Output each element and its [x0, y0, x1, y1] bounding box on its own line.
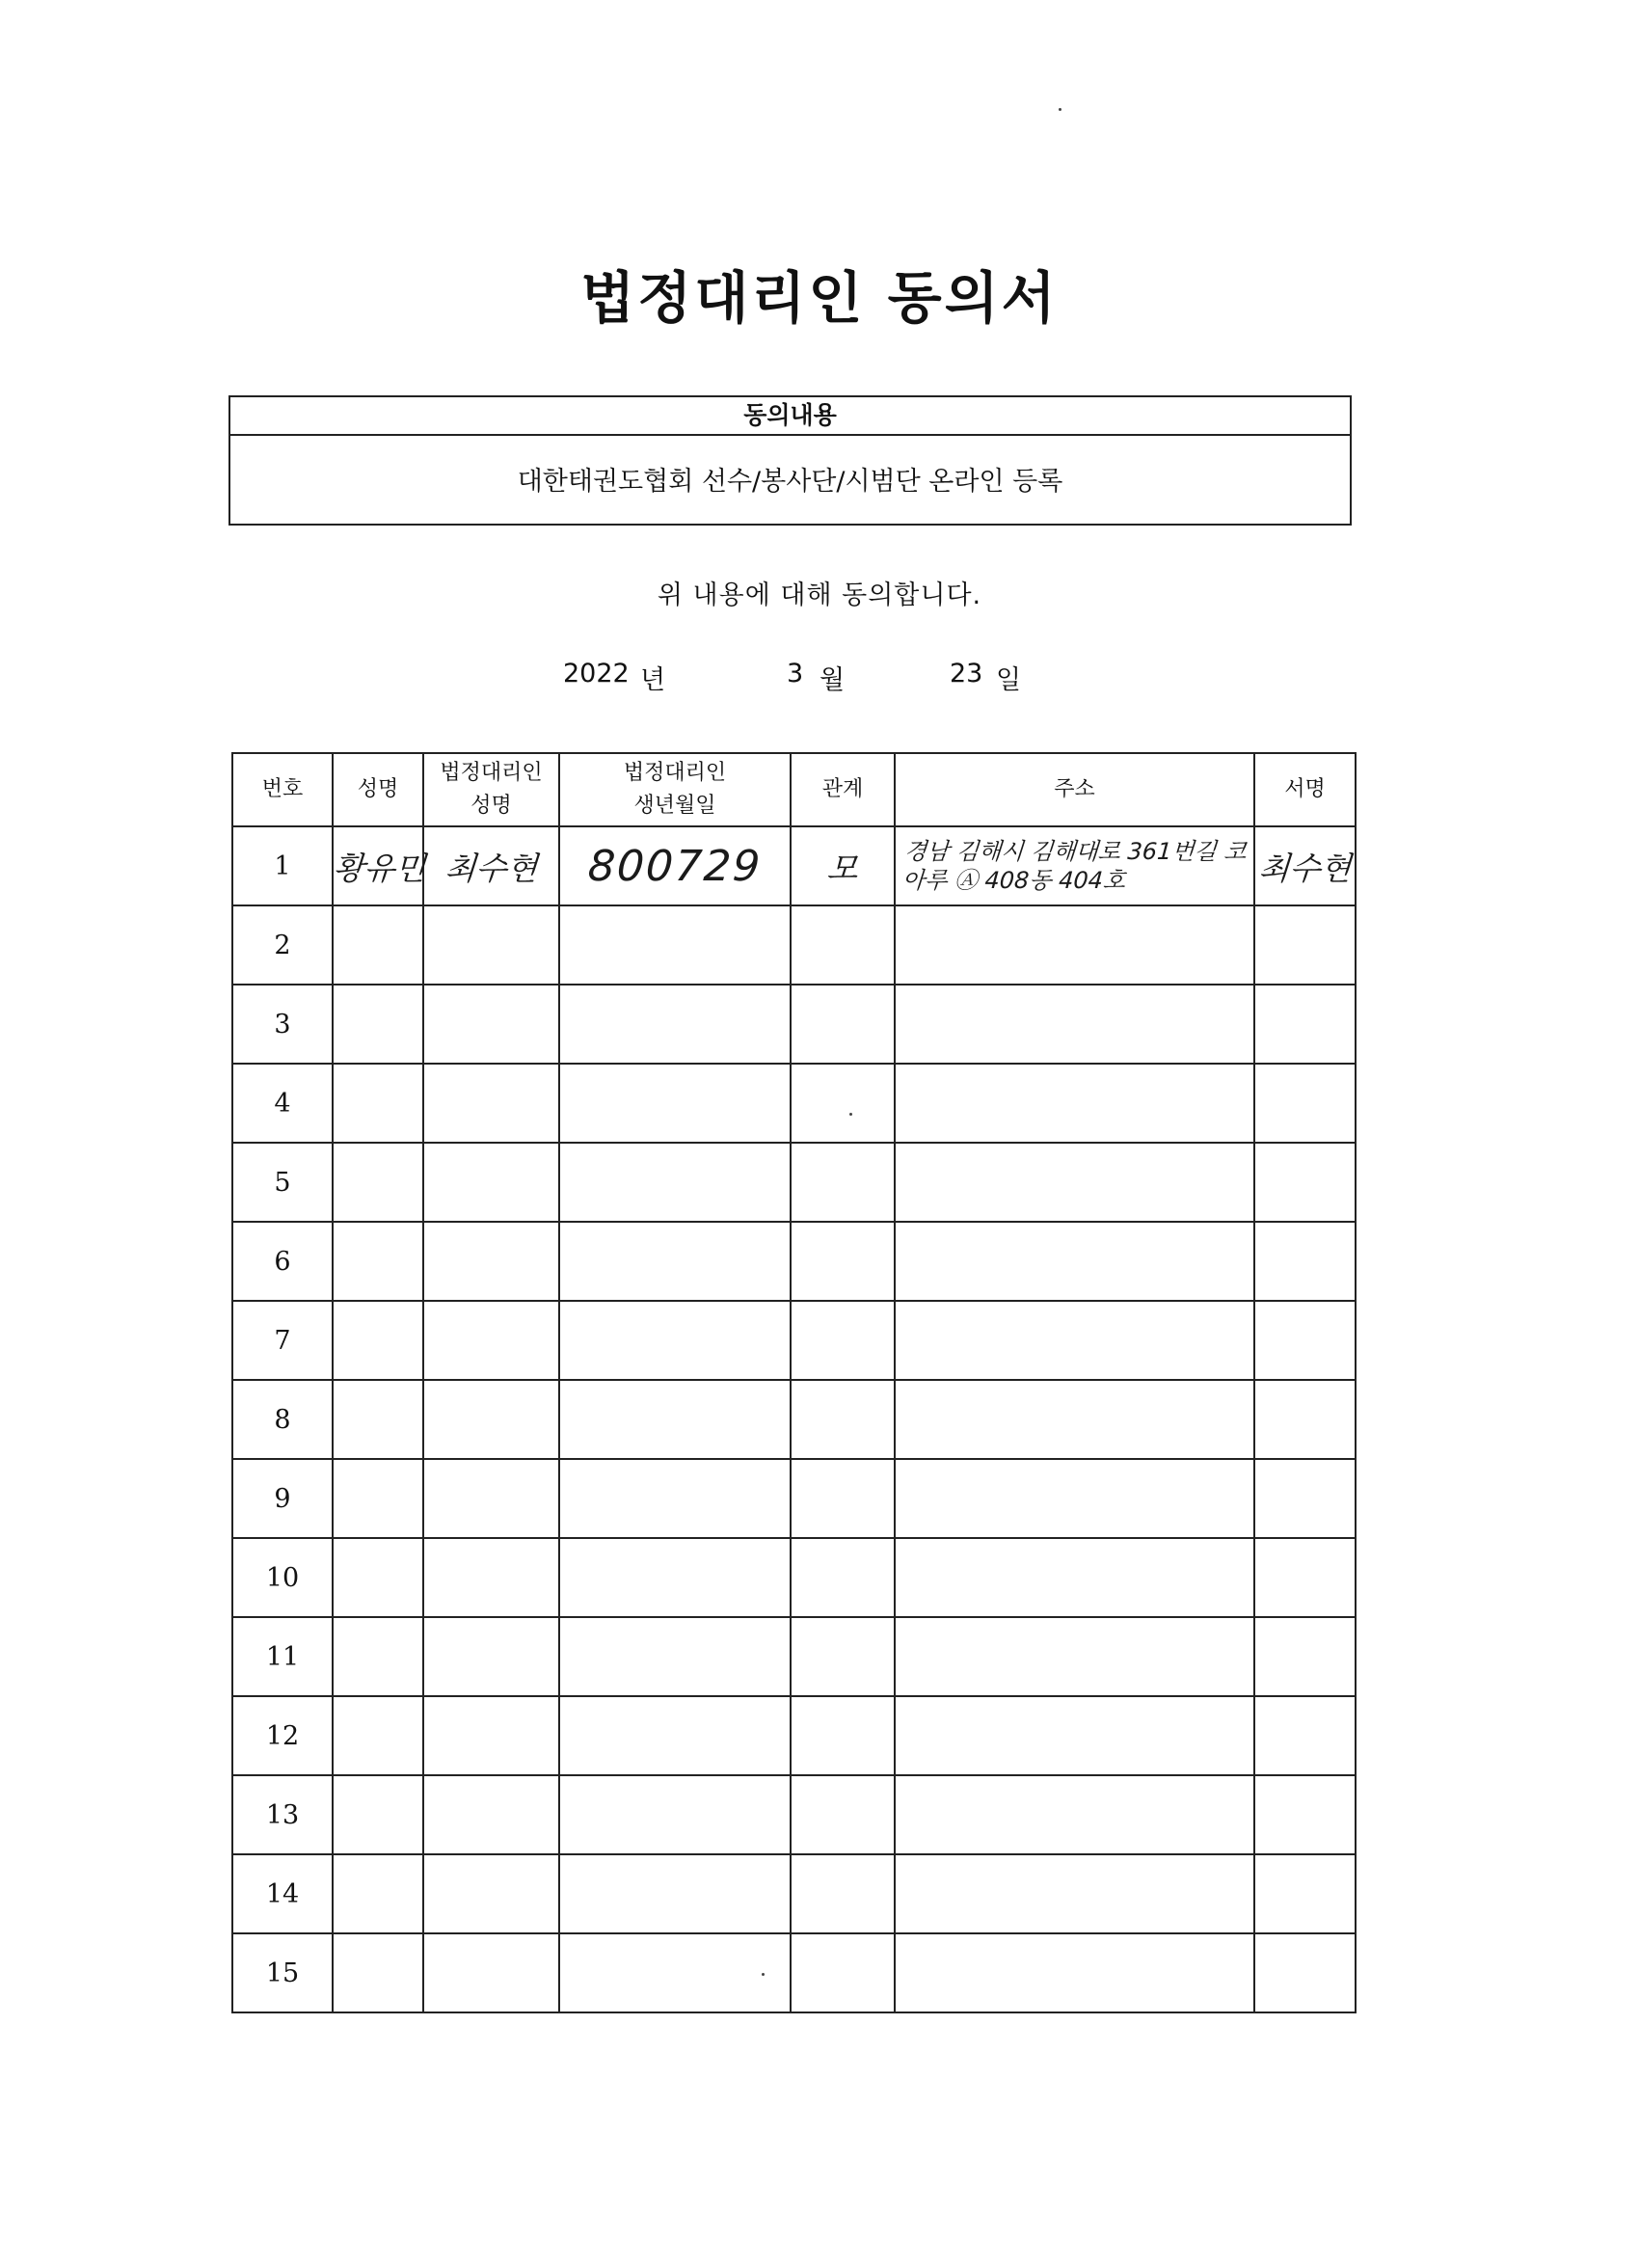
address-cell — [895, 1459, 1254, 1538]
date-line — [0, 659, 1639, 697]
signature-cell — [1254, 826, 1356, 905]
guardian-birth-cell — [559, 826, 791, 905]
relation-cell — [791, 905, 895, 985]
header-guardian-name: 법정대리인 성명 — [423, 753, 559, 826]
guardian-birth-cell — [559, 905, 791, 985]
guardian-birth-cell — [559, 1775, 791, 1854]
address-cell — [895, 1696, 1254, 1775]
header-signature: 서명 — [1254, 753, 1356, 826]
row-number: 15 — [232, 1933, 333, 2012]
name-cell — [333, 1222, 423, 1301]
guardian-name-cell — [423, 826, 559, 905]
table-row — [232, 1696, 1356, 1775]
address-cell — [895, 1617, 1254, 1696]
signature-cell — [1254, 1617, 1356, 1696]
relation-handwriting: 모 — [825, 849, 860, 887]
signature-cell — [1254, 1696, 1356, 1775]
row-number: 2 — [232, 905, 333, 985]
name-cell — [333, 1064, 423, 1143]
name-cell — [333, 1854, 423, 1933]
name-cell — [333, 1775, 423, 1854]
row-number: 13 — [232, 1775, 333, 1854]
address-cell — [895, 1064, 1254, 1143]
row-number: 11 — [232, 1617, 333, 1696]
address-cell — [895, 1222, 1254, 1301]
address-cell — [895, 1143, 1254, 1222]
name-handwriting: 황유민 — [332, 849, 427, 887]
name-cell — [333, 985, 423, 1064]
guardian-birth-cell — [559, 1380, 791, 1459]
guardian-birth-cell — [559, 1143, 791, 1222]
name-cell — [333, 1459, 423, 1538]
relation-cell — [791, 1775, 895, 1854]
guardian-birth-cell — [559, 985, 791, 1064]
date-day-unit: 일 — [996, 665, 1022, 695]
row-number: 5 — [232, 1143, 333, 1222]
guardian-birth-cell — [559, 1854, 791, 1933]
guardian-birth-cell — [559, 1459, 791, 1538]
table-row — [232, 1064, 1356, 1143]
address-cell — [895, 985, 1254, 1064]
date-day: 23 — [950, 659, 983, 688]
name-cell — [332, 826, 427, 905]
table-row — [232, 826, 1356, 905]
address-cell — [895, 905, 1254, 985]
name-cell — [333, 1617, 423, 1696]
row-number: 6 — [232, 1222, 333, 1301]
guardian-name-cell — [423, 1459, 559, 1538]
signature-cell — [1254, 1854, 1356, 1933]
guardian-birth-cell — [559, 1301, 791, 1380]
table-row — [232, 1459, 1356, 1538]
name-cell — [333, 1696, 423, 1775]
row-number: 3 — [232, 985, 333, 1064]
relation-cell — [791, 1459, 895, 1538]
guardian-name-cell — [423, 1143, 559, 1222]
signature-cell — [1254, 1380, 1356, 1459]
row-number: 12 — [232, 1696, 333, 1775]
name-cell — [333, 1301, 423, 1380]
table-header-row — [232, 753, 1356, 826]
guardian-name-cell — [423, 1775, 559, 1854]
guardian-name-cell — [423, 1617, 559, 1696]
scan-speck — [1059, 108, 1061, 111]
guardian-name-cell — [423, 1696, 559, 1775]
relation-cell — [791, 985, 895, 1064]
row-number: 8 — [232, 1380, 333, 1459]
signature-handwriting: 최수현 — [1257, 849, 1353, 887]
signature-cell — [1254, 905, 1356, 985]
guardian-birth-handwriting: 800729 — [586, 841, 764, 891]
signature-cell — [1254, 1301, 1356, 1380]
table-row — [232, 1617, 1356, 1696]
relation-cell — [791, 1933, 895, 2012]
guardian-name-cell — [423, 985, 559, 1064]
table-row — [232, 1775, 1356, 1854]
guardian-table — [231, 752, 1357, 2013]
name-cell — [333, 1933, 423, 2012]
address-handwriting: 경남 김해시 김해대로 361번길 코아루 Ⓐ 408동 404호 — [900, 838, 1248, 894]
date-month: 3 — [787, 659, 804, 688]
table-row — [232, 1933, 1356, 2012]
guardian-name-cell — [423, 1301, 559, 1380]
table-body — [232, 826, 1356, 2012]
signature-cell — [1254, 1222, 1356, 1301]
row-number: 14 — [232, 1854, 333, 1933]
relation-cell — [791, 1064, 895, 1143]
relation-cell — [791, 1380, 895, 1459]
address-cell — [895, 1854, 1254, 1933]
date-year: 2022 — [563, 659, 630, 688]
table-row — [232, 1143, 1356, 1222]
header-address: 주소 — [895, 753, 1254, 826]
guardian-birth-cell — [559, 1696, 791, 1775]
table-row — [232, 1301, 1356, 1380]
relation-cell — [791, 1696, 895, 1775]
relation-cell — [791, 1854, 895, 1933]
relation-cell — [791, 1143, 895, 1222]
name-cell — [333, 1143, 423, 1222]
scan-speck — [762, 1973, 765, 1976]
guardian-birth-cell — [559, 1222, 791, 1301]
address-cell — [895, 1538, 1254, 1617]
header-relation: 관계 — [791, 753, 895, 826]
table-row — [232, 1222, 1356, 1301]
consent-box — [228, 395, 1352, 526]
guardian-name-cell — [423, 905, 559, 985]
guardian-name-cell — [423, 1064, 559, 1143]
row-number: 1 — [232, 826, 333, 905]
relation-cell — [791, 1538, 895, 1617]
table-row — [232, 985, 1356, 1064]
address-cell — [895, 826, 1254, 905]
row-number: 4 — [232, 1064, 333, 1143]
guardian-name-cell — [423, 1222, 559, 1301]
scan-speck — [849, 1113, 852, 1116]
date-year-unit: 년 — [640, 665, 666, 695]
signature-cell — [1254, 1064, 1356, 1143]
guardian-name-handwriting: 최수현 — [443, 849, 539, 887]
relation-cell — [791, 826, 895, 905]
name-cell — [333, 1538, 423, 1617]
consent-header: 동의내용 — [230, 397, 1350, 436]
address-cell — [895, 1775, 1254, 1854]
guardian-birth-cell — [559, 1933, 791, 2012]
agreement-text: 위 내용에 대해 동의합니다. — [657, 580, 982, 610]
guardian-name-cell — [423, 1933, 559, 2012]
address-cell — [895, 1301, 1254, 1380]
row-number: 7 — [232, 1301, 333, 1380]
table-row — [232, 1854, 1356, 1933]
relation-cell — [791, 1222, 895, 1301]
header-guardian-birth: 법정대리인 생년월일 — [559, 753, 791, 826]
guardian-name-cell — [423, 1854, 559, 1933]
relation-cell — [791, 1617, 895, 1696]
guardian-birth-cell — [559, 1617, 791, 1696]
guardian-birth-cell — [559, 1538, 791, 1617]
row-number: 10 — [232, 1538, 333, 1617]
relation-cell — [791, 1301, 895, 1380]
name-cell — [333, 1380, 423, 1459]
guardian-name-cell — [423, 1538, 559, 1617]
signature-cell — [1254, 1459, 1356, 1538]
signature-cell — [1254, 1775, 1356, 1854]
signature-cell — [1254, 1538, 1356, 1617]
table-row — [232, 905, 1356, 985]
row-number: 9 — [232, 1459, 333, 1538]
date-month-unit: 월 — [820, 665, 846, 695]
address-cell — [895, 1933, 1254, 2012]
address-cell — [895, 1380, 1254, 1459]
header-no: 번호 — [232, 753, 333, 826]
signature-cell — [1254, 1143, 1356, 1222]
guardian-birth-cell — [559, 1064, 791, 1143]
table-row — [232, 1380, 1356, 1459]
name-cell — [333, 905, 423, 985]
table-row — [232, 1538, 1356, 1617]
signature-cell — [1254, 1933, 1356, 2012]
signature-cell — [1254, 985, 1356, 1064]
document-title: 법정대리인 동의서 — [580, 265, 1059, 331]
consent-body: 대한태권도협회 선수/봉사단/시범단 온라인 등록 — [517, 467, 1063, 497]
header-name: 성명 — [333, 753, 423, 826]
guardian-name-cell — [423, 1380, 559, 1459]
